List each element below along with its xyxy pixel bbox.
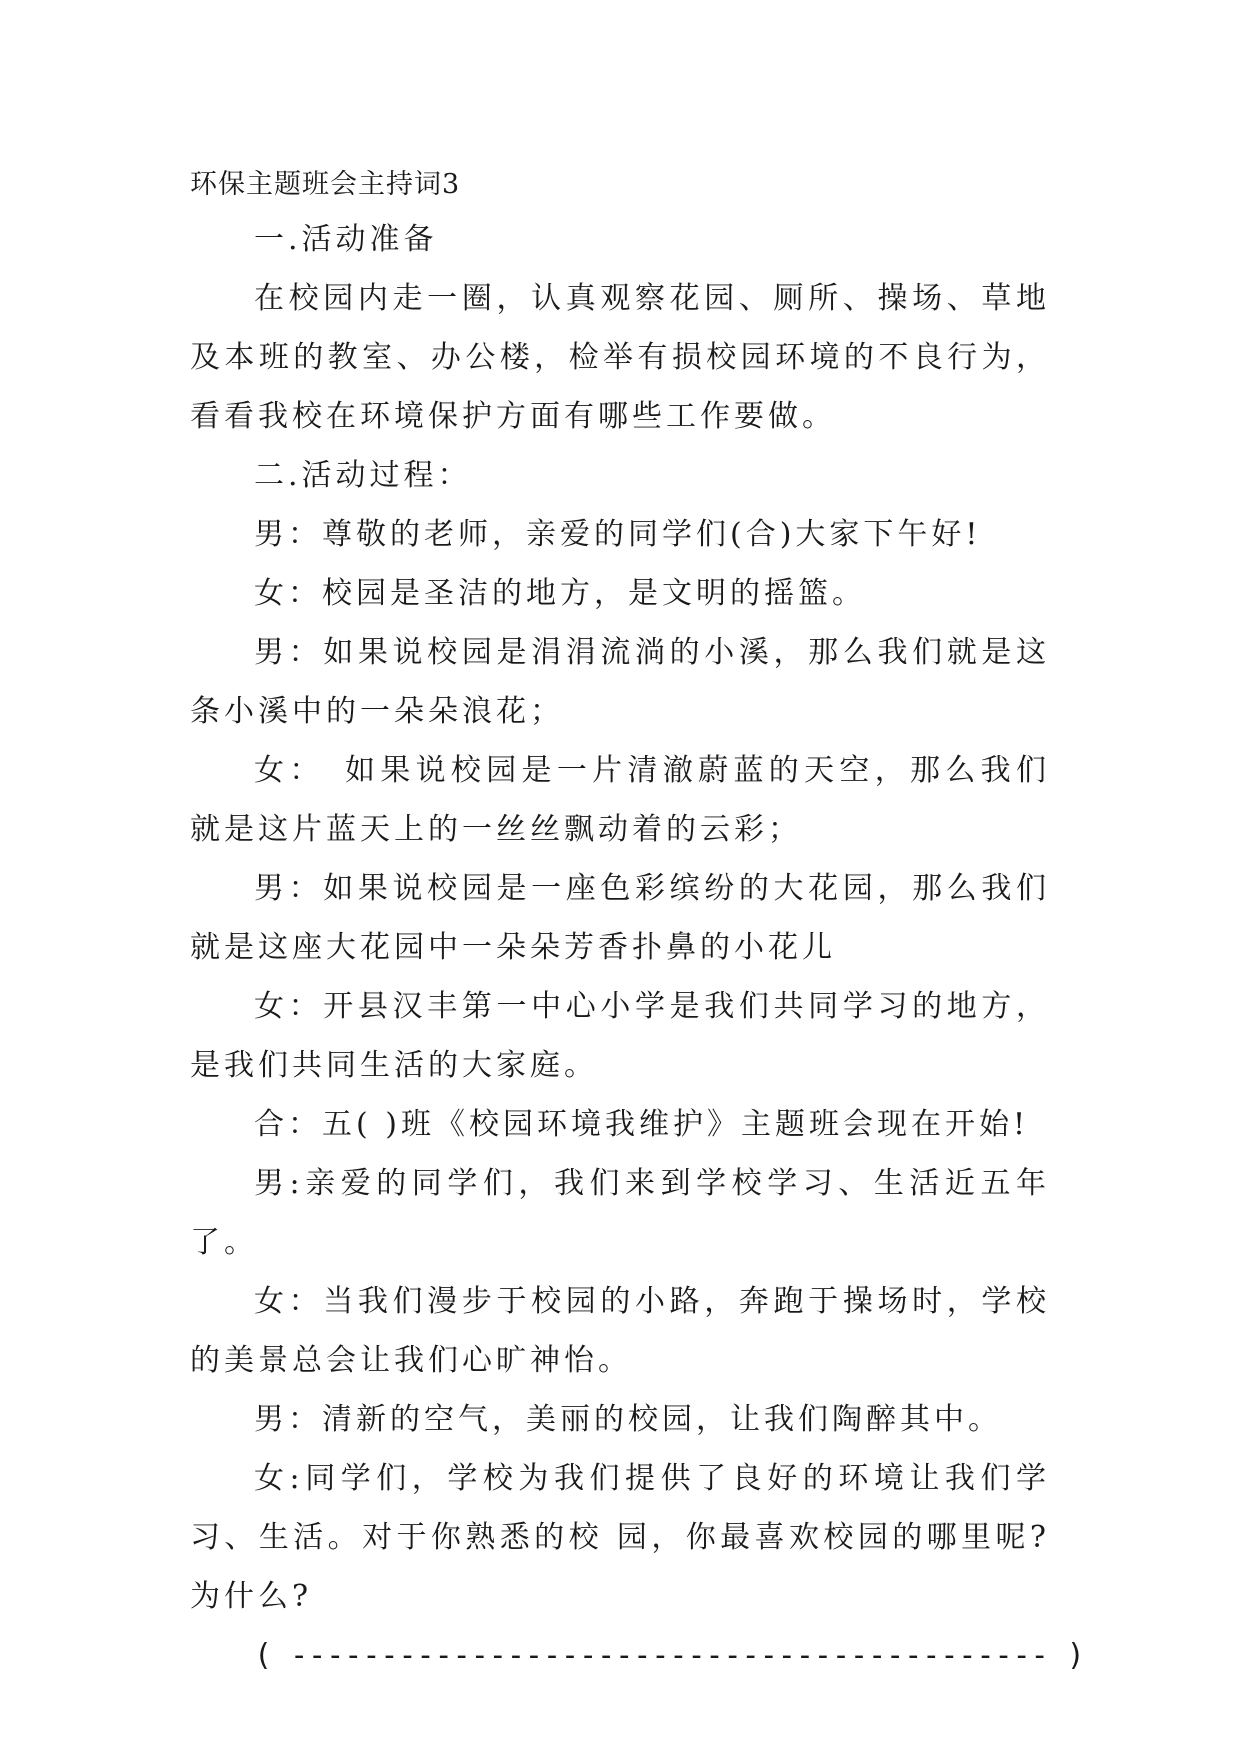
dialogue-line: 女：校园是圣洁的地方，是文明的摇篮。 (254, 576, 866, 611)
dialogue-line: 合：五( )班《校园环境我维护》主题班会现在开始! (254, 1107, 1029, 1142)
dialogue-line: 女： 如果说校园是一片清澈蔚蓝的天空，那么我们就是这片蓝天上的一丝丝飘动着的云彩； (190, 753, 1050, 847)
answer-blank-line: ( ------------------------------------------ ) (254, 1638, 1085, 1673)
dialogue-line: 男：如果说校园是涓涓流淌的小溪，那么我们就是这条小溪中的一朵朵浪花； (190, 635, 1050, 729)
section-heading-process: 二.活动过程： (254, 458, 472, 493)
document-page (190, 160, 1085, 1685)
dialogue-line: 男:亲爱的同学们，我们来到学校学习、生活近五年了。 (190, 1166, 1050, 1260)
dialogue-line: 女:同学们，学校为我们提供了良好的环境让我们学习、生活。对于你熟悉的校 园，你最喜欢校园的哪里呢?为什么? (190, 1461, 1050, 1614)
dialogue-line: 男：尊敬的老师，亲爱的同学们(合)大家下午好! (254, 517, 982, 552)
section-heading-preparation: 一.活动准备 (254, 222, 438, 257)
document-title: 环保主题班会主持词3 (190, 169, 461, 200)
dialogue-line: 女：当我们漫步于校园的小路，奔跑于操场时，学校的美景总会让我们心旷神怡。 (190, 1284, 1050, 1378)
paragraph: 在校园内走一圈，认真观察花园、厕所、操场、草地及本班的教室、办公楼，检举有损校园环境的不良行为，看看我校在环境保护方面有哪些工作要做。 (190, 281, 1050, 434)
dialogue-line: 男：清新的空气，美丽的校园，让我们陶醉其中。 (254, 1402, 1002, 1437)
dialogue-line: 男：如果说校园是一座色彩缤纷的大花园，那么我们就是这座大花园中一朵朵芳香扑鼻的小花儿 (190, 871, 1050, 965)
dialogue-line: 女：开县汉丰第一中心小学是我们共同学习的地方，是我们共同生活的大家庭。 (190, 989, 1050, 1083)
